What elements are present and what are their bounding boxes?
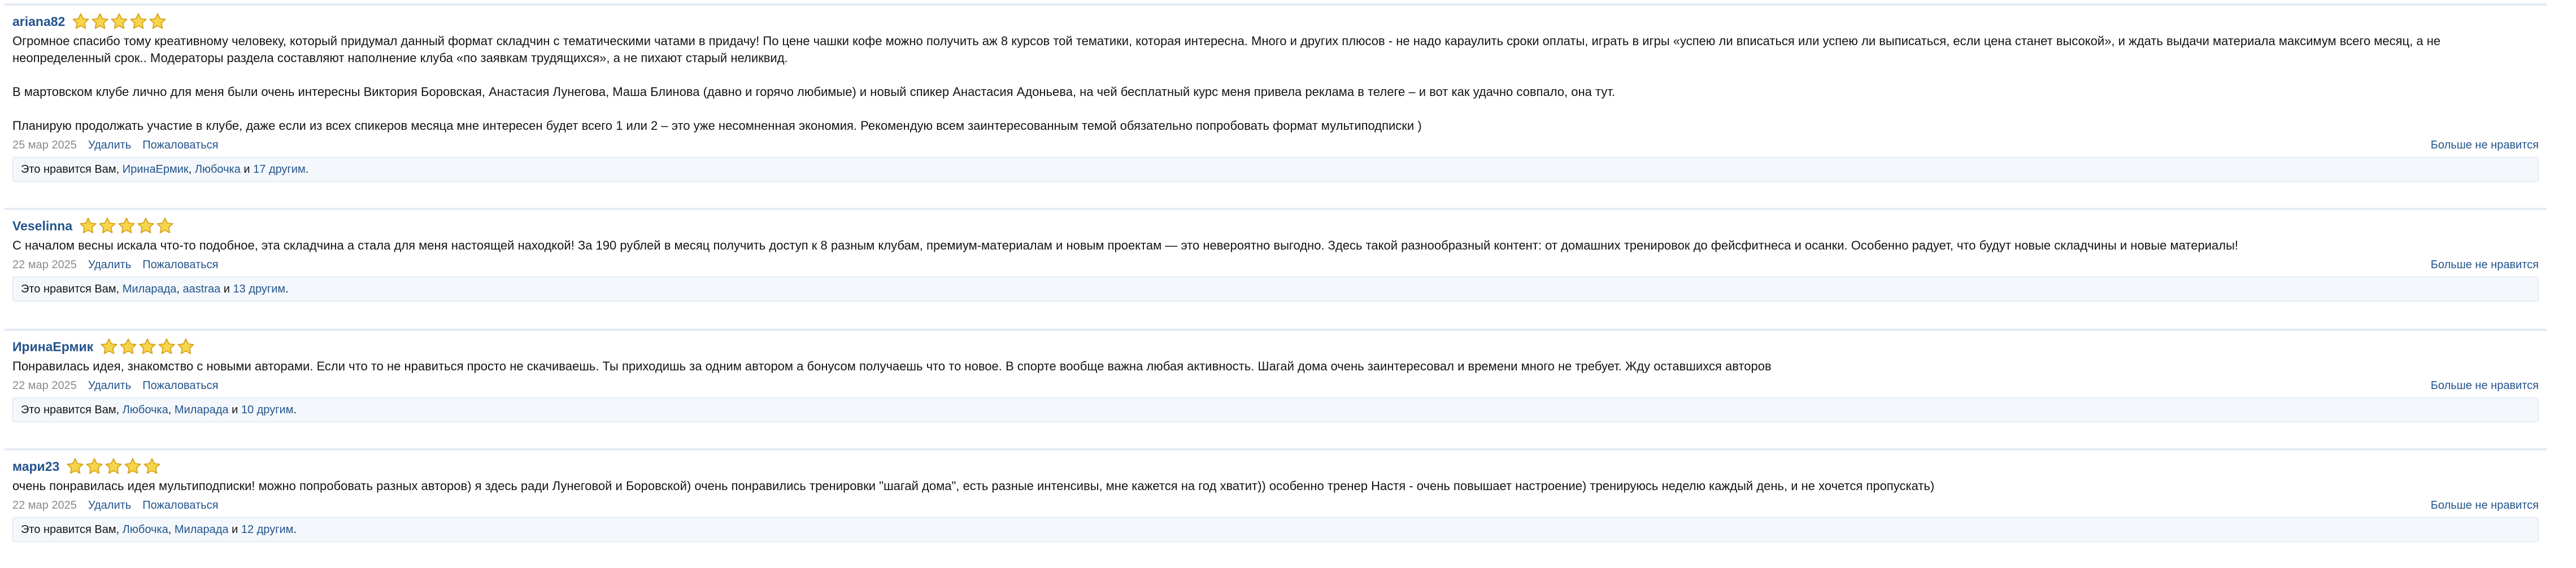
review-paragraph: С началом весны искала что-то подобное, эта складчина а стала для меня настоящей находкой! За 190 рублей в месяц получить доступ к 8 разным клубам, премиум-материалам и новым проектам — это невероятно выгодно. Здесь такой разнообразный контент: от домашних тренировок до фейсфитнеса и осанки. Особенно радует, что будут новые складчины и новые материалы! [12, 238, 2238, 252]
likes-prefix: Это нравится Вам, [21, 163, 123, 176]
star-icon [72, 12, 90, 30]
report-link[interactable]: Пожаловаться [142, 258, 219, 271]
unlike-link[interactable]: Больше не нравится [2430, 499, 2539, 512]
likes-summary [12, 277, 2539, 302]
star-icon [143, 457, 161, 475]
likes-and: и [240, 163, 254, 176]
review-date: 22 мар 2025 [12, 258, 77, 271]
liker-link[interactable]: Любочка [122, 403, 168, 416]
unlike-link[interactable]: Больше не нравится [2430, 379, 2539, 392]
review-paragraph: В мартовском клубе лично для меня были очень интересны Виктория Боровская, Анастасия Лунегова, Маша Блинова (давно и горячо любимые) и новый спикер Анастасия Адоньева, на чей бесплатный курс меня привела реклама в телеге – и вот как удачно совпало, она тут. [12, 85, 1616, 99]
review-header [12, 335, 2539, 358]
rating-stars [72, 12, 168, 30]
review-paragraph: Понравилась идея, знакомство с новыми авторами. Если что то не нравиться просто не скачиваешь. Ты приходишь за одним автором а бонусом получаешь что то новое. В спорте вообще важна любая активность. Шагай дома очень заинтересовал и времени много не требует. Жду оставшихся авторов [12, 359, 1772, 373]
review-date: 22 мар 2025 [12, 379, 77, 392]
unlike-link[interactable]: Больше не нравится [2430, 138, 2539, 151]
star-icon [158, 338, 176, 356]
review-meta [12, 497, 2539, 514]
delete-link[interactable]: Удалить [88, 379, 132, 392]
likes-end: . [293, 523, 297, 536]
review-header [12, 215, 2539, 237]
likes-prefix: Это нравится Вам, [21, 403, 123, 416]
likes-end: . [305, 163, 309, 176]
likes-others-link[interactable]: 10 другим [241, 403, 294, 416]
star-icon [124, 457, 142, 475]
star-icon [110, 12, 128, 30]
rating-stars [66, 457, 162, 475]
delete-link[interactable]: Удалить [88, 258, 132, 271]
likes-summary [12, 517, 2539, 542]
rating-stars [100, 338, 196, 356]
star-icon [85, 457, 103, 475]
likes-separator: , [176, 282, 183, 295]
review-date: 25 мар 2025 [12, 138, 77, 151]
liker-link[interactable]: Любочка [194, 163, 241, 176]
likes-and: и [228, 403, 241, 416]
star-icon [118, 217, 136, 235]
delete-link[interactable]: Удалить [88, 499, 132, 512]
review-paragraph: очень понравилась идея мультиподписки! можно попробовать разных авторов) я здесь ради Лунеговой и Боровской) очень понравились тренировки "шагай дома", есть разные интенсивы, мне кажется на год хватит)) особенно тренер Настя - очень повышает настроение) тренируюсь неделю каждый день, и не хочется пропускать) [12, 479, 1935, 493]
liker-link[interactable]: Любочка [122, 523, 168, 536]
likes-others-link[interactable]: 12 другим [241, 523, 294, 536]
liker-link[interactable]: Миларада [122, 282, 177, 295]
liker-link[interactable]: Миларада [174, 403, 229, 416]
star-icon [149, 12, 167, 30]
review-header [12, 455, 2539, 478]
star-icon [129, 12, 147, 30]
likes-separator: , [188, 163, 195, 176]
liker-link[interactable]: aastraa [182, 282, 221, 295]
likes-separator: , [168, 403, 175, 416]
review-author[interactable]: ИринаЕрмик [12, 339, 94, 354]
star-icon [137, 217, 155, 235]
review-text [12, 358, 2539, 375]
star-icon [98, 217, 116, 235]
review-paragraph: Планирую продолжать участие в клубе, даже если из всех спикеров месяца мне интересен будет всего 1 или 2 – это уже несомненная экономия. Рекомендую всем заинтересованным темой обязательно попробовать формат мультиподписки ) [12, 119, 1422, 133]
star-icon [105, 457, 123, 475]
review-author[interactable]: ariana82 [12, 14, 66, 29]
likes-summary [12, 157, 2539, 182]
review-meta [12, 137, 2539, 154]
likes-end: . [285, 282, 289, 295]
review-text [12, 478, 2539, 495]
review-item [5, 208, 2547, 307]
star-icon [91, 12, 109, 30]
likes-separator: , [168, 523, 175, 536]
star-icon [138, 338, 156, 356]
review-header [12, 10, 2539, 33]
review-text [12, 237, 2539, 254]
review-meta [12, 256, 2539, 273]
review-paragraph: Огромное спасибо тому креативному человеку, который придумал данный формат складчин с тематическими чатами в придачу! По цене чашки кофе можно получить аж 8 курсов той тематики, которая интересна. Много и других плюсов - не надо караулить сроки оплаты, играть в игры «успею ли вписаться или успею ли выписаться, если цена станет высокой», и ждать выдачи материала максимум всего месяц, а не неопределенный срок.. Модераторы раздела составляют наполнение клуба «по заявкам трудящихся», а не пихают старый неликвид. [12, 34, 2441, 65]
star-icon [177, 338, 195, 356]
review-item [5, 329, 2547, 428]
star-icon [79, 217, 97, 235]
likes-summary [12, 397, 2539, 422]
review-date: 22 мар 2025 [12, 499, 77, 512]
likes-others-link[interactable]: 17 другим [253, 163, 306, 176]
review-item [5, 448, 2547, 548]
review-meta [12, 377, 2539, 394]
star-icon [66, 457, 84, 475]
likes-prefix: Это нравится Вам, [21, 282, 123, 295]
review-text [12, 33, 2539, 134]
star-icon [100, 338, 118, 356]
review-item [5, 3, 2547, 187]
report-link[interactable]: Пожаловаться [142, 138, 219, 151]
unlike-link[interactable]: Больше не нравится [2430, 258, 2539, 271]
star-icon [156, 217, 174, 235]
star-icon [119, 338, 137, 356]
likes-prefix: Это нравится Вам, [21, 523, 123, 536]
review-author[interactable]: мари23 [12, 458, 60, 474]
delete-link[interactable]: Удалить [88, 138, 132, 151]
liker-link[interactable]: Миларада [174, 523, 229, 536]
report-link[interactable]: Пожаловаться [142, 499, 219, 512]
review-author[interactable]: Veselinna [12, 218, 73, 233]
likes-and: и [220, 282, 233, 295]
rating-stars [79, 217, 175, 235]
liker-link[interactable]: ИринаЕрмик [122, 163, 189, 176]
likes-end: . [293, 403, 297, 416]
likes-others-link[interactable]: 13 другим [233, 282, 286, 295]
likes-and: и [228, 523, 241, 536]
report-link[interactable]: Пожаловаться [142, 379, 219, 392]
